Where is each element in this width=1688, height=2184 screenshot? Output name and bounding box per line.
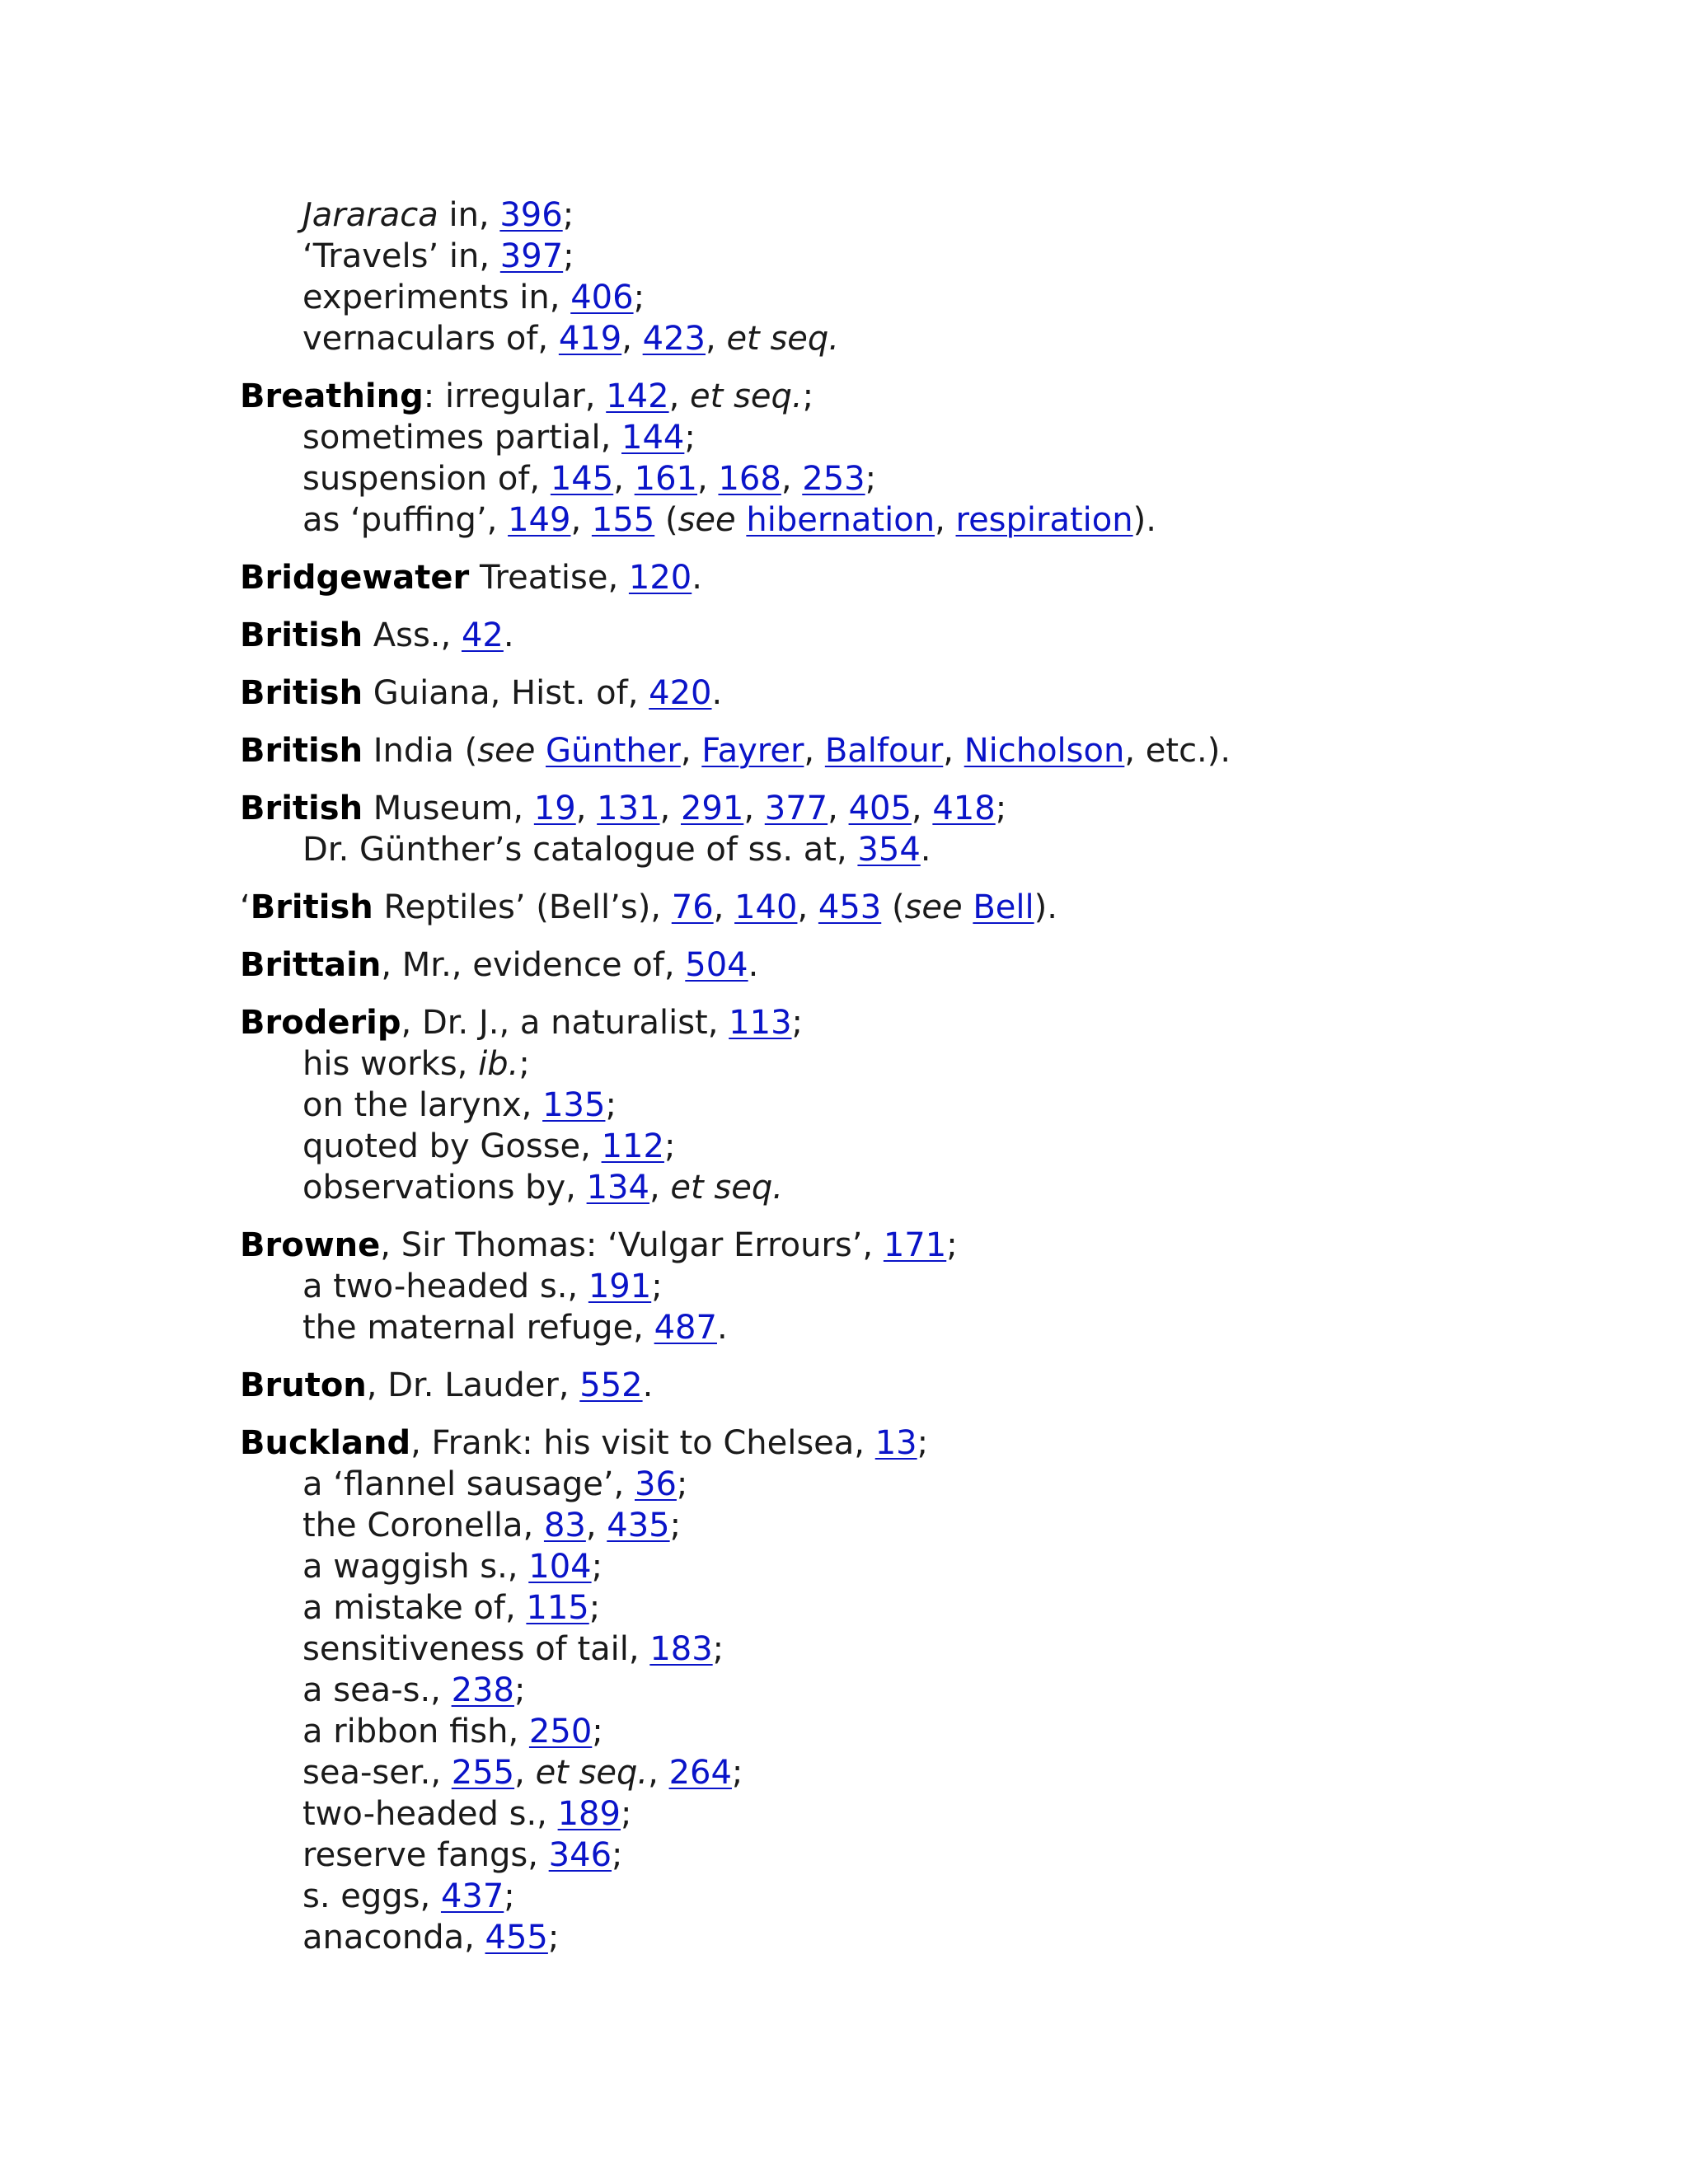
page-reference-link[interactable]: 291 [680,790,744,827]
entry-text: ; [651,1268,663,1305]
entry-text: ; [663,1127,676,1165]
entry-text: ; [802,377,814,415]
italic-text: see [678,501,736,539]
index-headword-line [240,1365,1625,1406]
cross-reference-link[interactable]: Balfour [824,732,944,770]
entry-headword: British [240,674,363,712]
page-reference-link[interactable]: 455 [485,1919,548,1957]
entry-text: , Frank: his visit to Chelsea, [410,1424,875,1462]
cross-reference-link[interactable]: Bell [973,888,1034,926]
page-reference-link[interactable]: 253 [802,460,865,498]
italic-text: et seq. [670,1169,783,1207]
entry-text: , etc.). [1124,732,1231,770]
index-headword-line [240,557,1625,598]
page-reference-link[interactable]: 377 [764,790,828,827]
entry-text: . [711,674,723,712]
entry-text: a mistake of, [302,1589,527,1627]
index-subentry-line [240,1464,1625,1505]
entry-text: a sea-s., [302,1671,452,1709]
entry-text: ; [563,237,574,275]
page-reference-link[interactable]: 453 [818,888,882,926]
page-reference-link[interactable]: 13 [874,1424,917,1462]
entry-text: . [692,559,702,597]
page-reference-link[interactable]: 168 [718,460,781,498]
entry-text: , [680,732,702,770]
entry-headword: British [240,790,363,827]
entry-text: , [781,460,803,498]
index-subentry-line [240,1546,1625,1587]
index-subentry-line [240,417,1625,458]
entry-text: Museum, [363,790,534,827]
page-reference-link[interactable]: 42 [461,616,504,654]
index-subentry-line [240,1752,1625,1793]
entry-text [535,732,546,770]
index-headword-line [240,673,1625,714]
entry-headword: Broderip [240,1004,401,1042]
entry-text: ; [684,419,696,457]
entry-text: ; [605,1086,617,1124]
entry-text: ; [518,1045,530,1083]
entry-text: , Dr. J., a naturalist, [401,1004,729,1042]
entry-text: two-headed s., [302,1795,558,1833]
page-reference-link[interactable]: 487 [654,1309,717,1347]
entry-text: ; [612,1836,623,1874]
page-reference-link[interactable]: 83 [543,1507,586,1544]
entry-text: ; [620,1795,632,1833]
entry-text: , [613,460,635,498]
index-subentry-line [240,1085,1625,1126]
page-reference-link[interactable]: 405 [848,790,912,827]
entry-text: ). [1132,501,1156,539]
entry-text: , [514,1754,536,1792]
index-subentry-line [240,1043,1625,1085]
index-subentry-line [240,458,1625,499]
entry-headword: British [240,732,363,770]
entry-text: ; [676,1465,688,1503]
page-reference-link[interactable]: 396 [499,196,563,234]
entry-text: ; [712,1630,724,1668]
index-entry-british-reptiles [240,887,1625,928]
index-subentry-line [240,1670,1625,1711]
page-reference-link[interactable]: 36 [635,1465,677,1503]
page-reference-link[interactable]: 149 [508,501,571,539]
index-headword-line [240,376,1625,417]
entry-text: , Dr. Lauder, [366,1366,580,1404]
page-reference-link[interactable]: 140 [734,888,798,926]
page-reference-link[interactable]: 161 [634,460,698,498]
index-subentry-line [240,277,1625,318]
page-reference-link[interactable]: 354 [857,831,921,869]
entry-text: , Mr., evidence of, [381,946,686,984]
entry-headword: British [250,888,373,926]
page-reference-link[interactable]: 145 [550,460,614,498]
page-reference-link[interactable]: 104 [528,1548,592,1586]
entry-text: ; [562,196,574,234]
entry-text: quoted by Gosse, [302,1127,602,1165]
italic-text: see [477,732,536,770]
entry-text: suspension of, [302,460,551,498]
entry-text: ( [654,501,678,539]
entry-text: anaconda, [302,1919,485,1957]
page-reference-link[interactable]: 255 [451,1754,515,1792]
index-entry-british-museum [240,788,1625,870]
italic-text: et seq. [535,1754,649,1792]
index-subentry-line [240,1307,1625,1348]
entry-text: ). [1034,888,1057,926]
entry-text: as ‘puffing’, [302,501,509,539]
page-reference-link[interactable]: 418 [932,790,996,827]
entry-headword: British [240,616,363,654]
page-reference-link[interactable]: 155 [591,501,655,539]
entry-text: the maternal refuge, [302,1309,654,1347]
index-headword-line [240,1225,1625,1266]
index-subentry-line [240,318,1625,359]
entry-text: sea-ser., [302,1754,452,1792]
index-entry-bridgewater [240,557,1625,598]
entry-text: , [575,790,598,827]
entry-text: , [743,790,765,827]
index-entry-breathing [240,376,1625,541]
index-subentry-line [240,1835,1625,1876]
entry-text: ; [995,790,1007,827]
index-headword-line [240,1422,1625,1464]
entry-text: . [748,946,759,984]
page-reference-link[interactable]: 406 [570,279,634,316]
page-reference-link[interactable]: 171 [883,1226,947,1264]
index-entry-browne [240,1225,1625,1348]
cross-reference-link[interactable]: hibernation [746,501,935,539]
entry-text: , [668,377,691,415]
cross-reference-link[interactable]: Nicholson [964,732,1125,770]
entry-text: ; [592,1713,603,1750]
page-reference-link[interactable]: 134 [586,1169,649,1207]
entry-text: ( [881,888,905,926]
entry-text: , [911,790,933,827]
index-subentry-line [240,1793,1625,1835]
entry-text: sometimes partial, [302,419,622,457]
entry-text: Guiana, Hist. of, [363,674,649,712]
page-reference-link[interactable]: 142 [606,377,669,415]
entry-text: , Sir Thomas: ‘Vulgar Errours’, [380,1226,884,1264]
index-subentry-line [240,829,1625,870]
index-subentry-line [240,194,1625,236]
index-headword-line [240,730,1625,771]
entry-text: a two-headed s., [302,1268,588,1305]
entry-text: ; [504,1877,515,1915]
index-page [240,194,1625,1975]
page-reference-link[interactable]: 191 [588,1268,652,1305]
index-entry-broderip [240,1002,1625,1208]
entry-text [963,888,973,926]
index-subentry-line [240,236,1625,277]
entry-text: Treatise, [469,559,629,597]
entry-text: reserve fangs, [302,1836,549,1874]
page-reference-link[interactable]: 144 [621,419,685,457]
entry-text: ; [731,1754,743,1792]
entry-text: experiments in, [302,279,571,316]
page-reference-link[interactable]: 264 [668,1754,732,1792]
page-reference-link[interactable]: 120 [628,559,692,597]
index-headword-line [240,615,1625,656]
entry-text: ‘Travels’ in, [302,237,500,275]
entry-text: India ( [363,732,478,770]
entry-headword: Bruton [240,1366,367,1404]
page-reference-link[interactable]: 113 [729,1004,792,1042]
entry-text: ; [791,1004,804,1042]
page-reference-link[interactable]: 504 [685,946,748,984]
cross-reference-link[interactable]: Günther [546,732,681,770]
entry-text: the Coronella, [302,1507,544,1544]
entry-text: sensitiveness of tail, [302,1630,650,1668]
index-subentry-line [240,1711,1625,1752]
page-reference-link[interactable]: 397 [499,237,564,275]
page-reference-link[interactable]: 189 [557,1795,621,1833]
index-entry-british-india [240,730,1625,771]
entry-text: ; [917,1424,929,1462]
page-reference-link[interactable]: 346 [548,1836,612,1874]
entry-text: : irregular, [423,377,607,415]
entry-text: , [713,888,735,926]
entry-text: a ‘flannel sausage’, [302,1465,635,1503]
entry-text: , [648,1754,669,1792]
page-reference-link[interactable]: 420 [649,674,712,712]
entry-text: ; [588,1589,601,1627]
entry-text: Dr. Günther’s catalogue of ss. at, [302,831,858,869]
italic-text: see [904,888,963,926]
entry-text: Ass., [363,616,462,654]
page-reference-link[interactable]: 435 [607,1507,670,1544]
page-reference-link[interactable]: 131 [597,790,660,827]
index-subentry-line [240,1629,1625,1670]
index-entry-british-ass [240,615,1625,656]
index-entry-brazil-cont [240,194,1625,359]
entry-headword: Bridgewater [240,559,470,597]
index-subentry-line [240,1266,1625,1307]
index-headword-line [240,1002,1625,1043]
page-reference-link[interactable]: 419 [558,320,622,358]
entry-text: ‘ [240,888,251,926]
entry-text: s. eggs, [302,1877,441,1915]
entry-headword: Buckland [240,1424,411,1462]
entry-text: . [503,616,514,654]
entry-headword: Brittain [240,946,382,984]
entry-text: his works, [302,1045,479,1083]
index-entry-buckland [240,1422,1625,1958]
entry-text: a waggish s., [302,1548,529,1586]
page-reference-link[interactable]: 76 [671,888,714,926]
entry-headword: Breathing [240,377,424,415]
page-reference-link[interactable]: 183 [649,1630,713,1668]
index-subentry-line [240,1587,1625,1629]
entry-text [736,501,747,539]
index-subentry-line [240,1917,1625,1958]
entry-text: , [935,501,956,539]
entry-text: in, [438,196,500,234]
page-reference-link[interactable]: 115 [526,1589,589,1627]
index-headword-line [240,887,1625,928]
entry-text: . [642,1366,654,1404]
entry-text: ; [547,1919,560,1957]
italic-text: et seq. [690,377,803,415]
index-subentry-line [240,1167,1625,1208]
entry-text: observations by, [302,1169,587,1207]
entry-text: ; [633,279,645,316]
entry-text: ; [669,1507,682,1544]
entry-text: , [659,790,681,827]
entry-text: on the larynx, [302,1086,543,1124]
page-reference-link[interactable]: 437 [440,1877,504,1915]
entry-text: , [797,888,818,926]
cross-reference-link[interactable]: respiration [955,501,1133,539]
index-entry-brittain [240,944,1625,986]
italic-text: et seq. [726,320,839,358]
page-reference-link[interactable]: 135 [542,1086,606,1124]
entry-text: ; [513,1671,526,1709]
index-subentry-line [240,499,1625,541]
index-subentry-line [240,1876,1625,1917]
entry-text: ; [865,460,877,498]
entry-text: . [716,1309,728,1347]
cross-reference-link[interactable]: Fayrer [701,732,804,770]
page-reference-link[interactable]: 112 [601,1127,664,1165]
index-entry-bruton [240,1365,1625,1406]
entry-text: vernaculars of, [302,320,559,358]
entry-text: , [570,501,592,539]
entry-text: ; [591,1548,603,1586]
index-subentry-line [240,1126,1625,1167]
page-reference-link[interactable]: 238 [451,1671,514,1709]
entry-text: , [828,790,849,827]
entry-text: , [943,732,964,770]
entry-text: Reptiles’ (Bell’s), [373,888,672,926]
entry-headword: Browne [240,1226,381,1264]
index-subentry-line [240,1505,1625,1546]
entry-text: , [649,1169,671,1207]
index-headword-line [240,788,1625,829]
italic-text: Jararaca [302,196,438,234]
page-reference-link[interactable]: 250 [528,1713,593,1750]
entry-text: , [585,1507,607,1544]
entry-text: , [804,732,825,770]
italic-text: ib. [478,1045,519,1083]
entry-text: , [621,320,643,358]
entry-text: ; [946,1226,958,1264]
entry-text: , [706,320,727,358]
entry-text: , [697,460,719,498]
page-reference-link[interactable]: 552 [579,1366,643,1404]
page-reference-link[interactable]: 19 [533,790,576,827]
index-entry-british-guiana [240,673,1625,714]
entry-text: a ribbon fish, [302,1713,529,1750]
page-reference-link[interactable]: 423 [642,320,706,358]
index-headword-line [240,944,1625,986]
entry-text: . [920,831,931,869]
